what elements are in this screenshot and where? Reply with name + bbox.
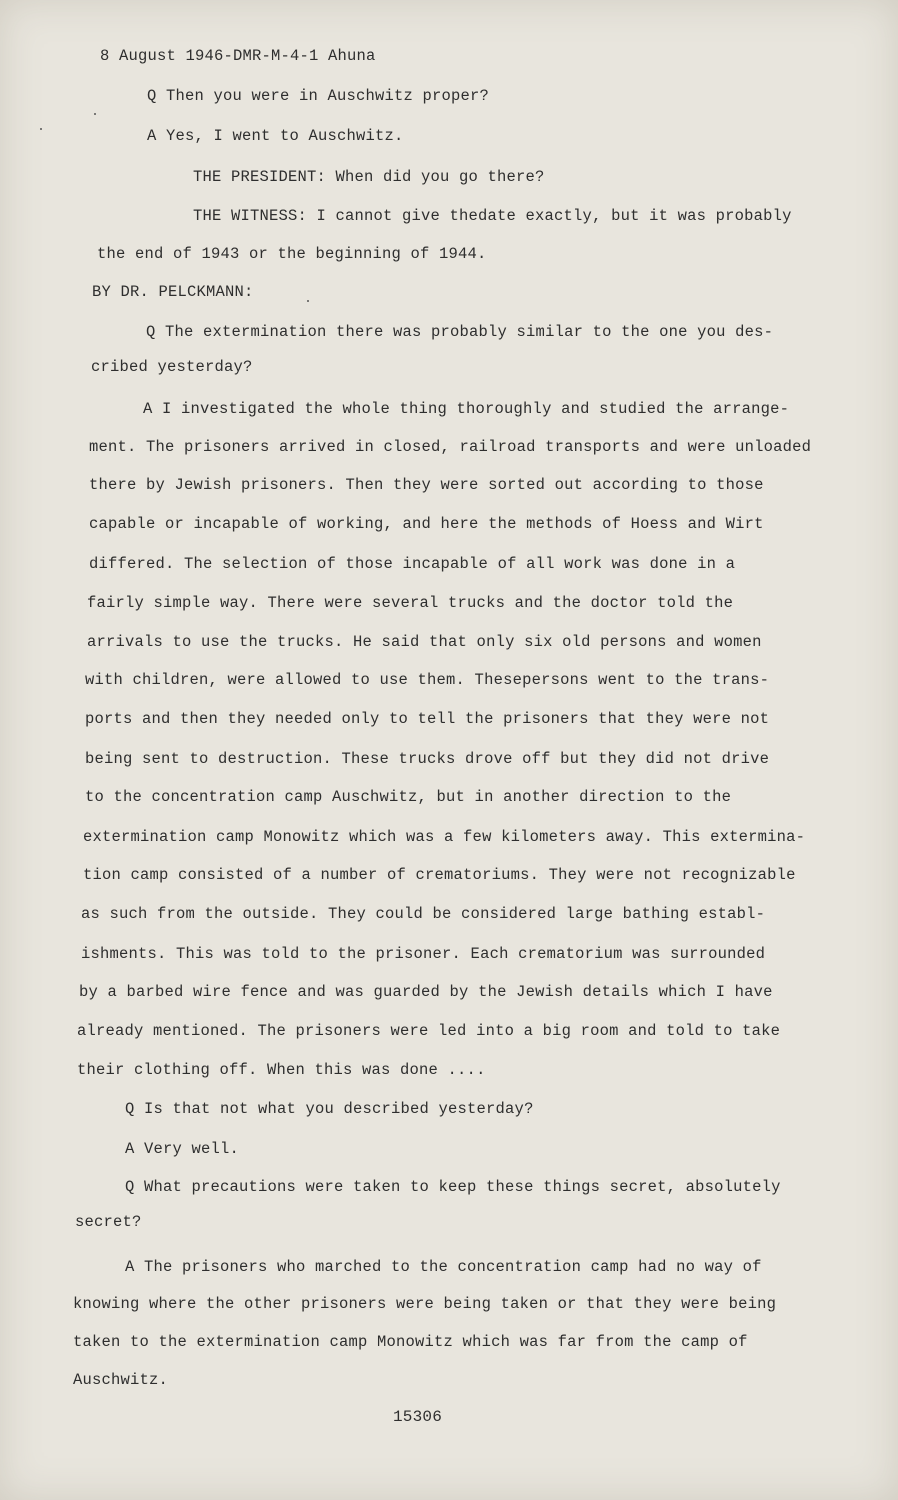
text-line: A The prisoners who marched to the concentration camp had no way of <box>125 1258 762 1276</box>
text-line: arrivals to use the trucks. He said that only six old persons and women <box>87 633 762 651</box>
text-line: cribed yesterday? <box>91 358 253 376</box>
text-line: differed. The selection of those incapable of all work was done in a <box>89 555 736 573</box>
text-line: Q The extermination there was probably similar to the one you des- <box>146 323 774 341</box>
text-line: Auschwitz. <box>73 1371 169 1389</box>
text-line: their clothing off. When this was done .... <box>77 1061 486 1079</box>
text-line: THE PRESIDENT: When did you go there? <box>193 168 545 186</box>
paper-speck <box>94 113 96 115</box>
text-line: tion camp consisted of a number of crematoriums. They were not recognizable <box>83 866 796 884</box>
text-line: capable or incapable of working, and here the methods of Hoess and Wirt <box>89 515 764 533</box>
paper-speck <box>40 128 42 130</box>
text-line: as such from the outside. They could be considered large bathing establ- <box>81 905 766 923</box>
text-line: Q Is that not what you described yesterday? <box>125 1100 534 1118</box>
text-line: ishments. This was told to the prisoner. Each crematorium was surrounded <box>81 945 766 963</box>
text-line: Q Then you were in Auschwitz proper? <box>147 87 490 105</box>
text-line: by a barbed wire fence and was guarded by the Jewish details which I have <box>79 983 773 1001</box>
text-line: already mentioned. The prisoners were led into a big room and told to take <box>77 1022 781 1040</box>
text-line: BY DR. PELCKMANN: <box>92 283 254 301</box>
text-line: with children, were allowed to use them. Thesepersons went to the trans- <box>85 671 770 689</box>
text-line: A I investigated the whole thing thoroughly and studied the arrange- <box>143 400 790 418</box>
text-line: Q What precautions were taken to keep these things secret, absolutely <box>125 1178 781 1196</box>
text-line: THE WITNESS: I cannot give thedate exactly, but it was probably <box>193 207 792 225</box>
text-line: secret? <box>75 1213 142 1231</box>
text-line: ment. The prisoners arrived in closed, railroad transports and were unloaded <box>89 438 812 456</box>
text-line: to the concentration camp Auschwitz, but in another direction to the <box>85 788 732 806</box>
paper-speck <box>307 300 309 302</box>
text-line: knowing where the other prisoners were being taken or that they were being <box>73 1295 777 1313</box>
text-line: there by Jewish prisoners. Then they were sorted out according to those <box>89 476 764 494</box>
text-line: A Very well. <box>125 1140 240 1158</box>
text-line: taken to the extermination camp Monowitz which was far from the camp of <box>73 1333 748 1351</box>
text-line: fairly simple way. There were several trucks and the doctor told the <box>87 594 734 612</box>
text-line: the end of 1943 or the beginning of 1944. <box>97 245 487 263</box>
page-number: 15306 <box>393 1408 443 1426</box>
text-line: A Yes, I went to Auschwitz. <box>147 127 404 145</box>
text-line: ports and then they needed only to tell the prisoners that they were not <box>85 710 770 728</box>
text-line: being sent to destruction. These trucks drove off but they did not drive <box>85 750 770 768</box>
text-line: extermination camp Monowitz which was a few kilometers away. This extermina- <box>83 828 806 846</box>
document-header: 8 August 1946-DMR-M-4-1 Ahuna <box>100 47 376 65</box>
